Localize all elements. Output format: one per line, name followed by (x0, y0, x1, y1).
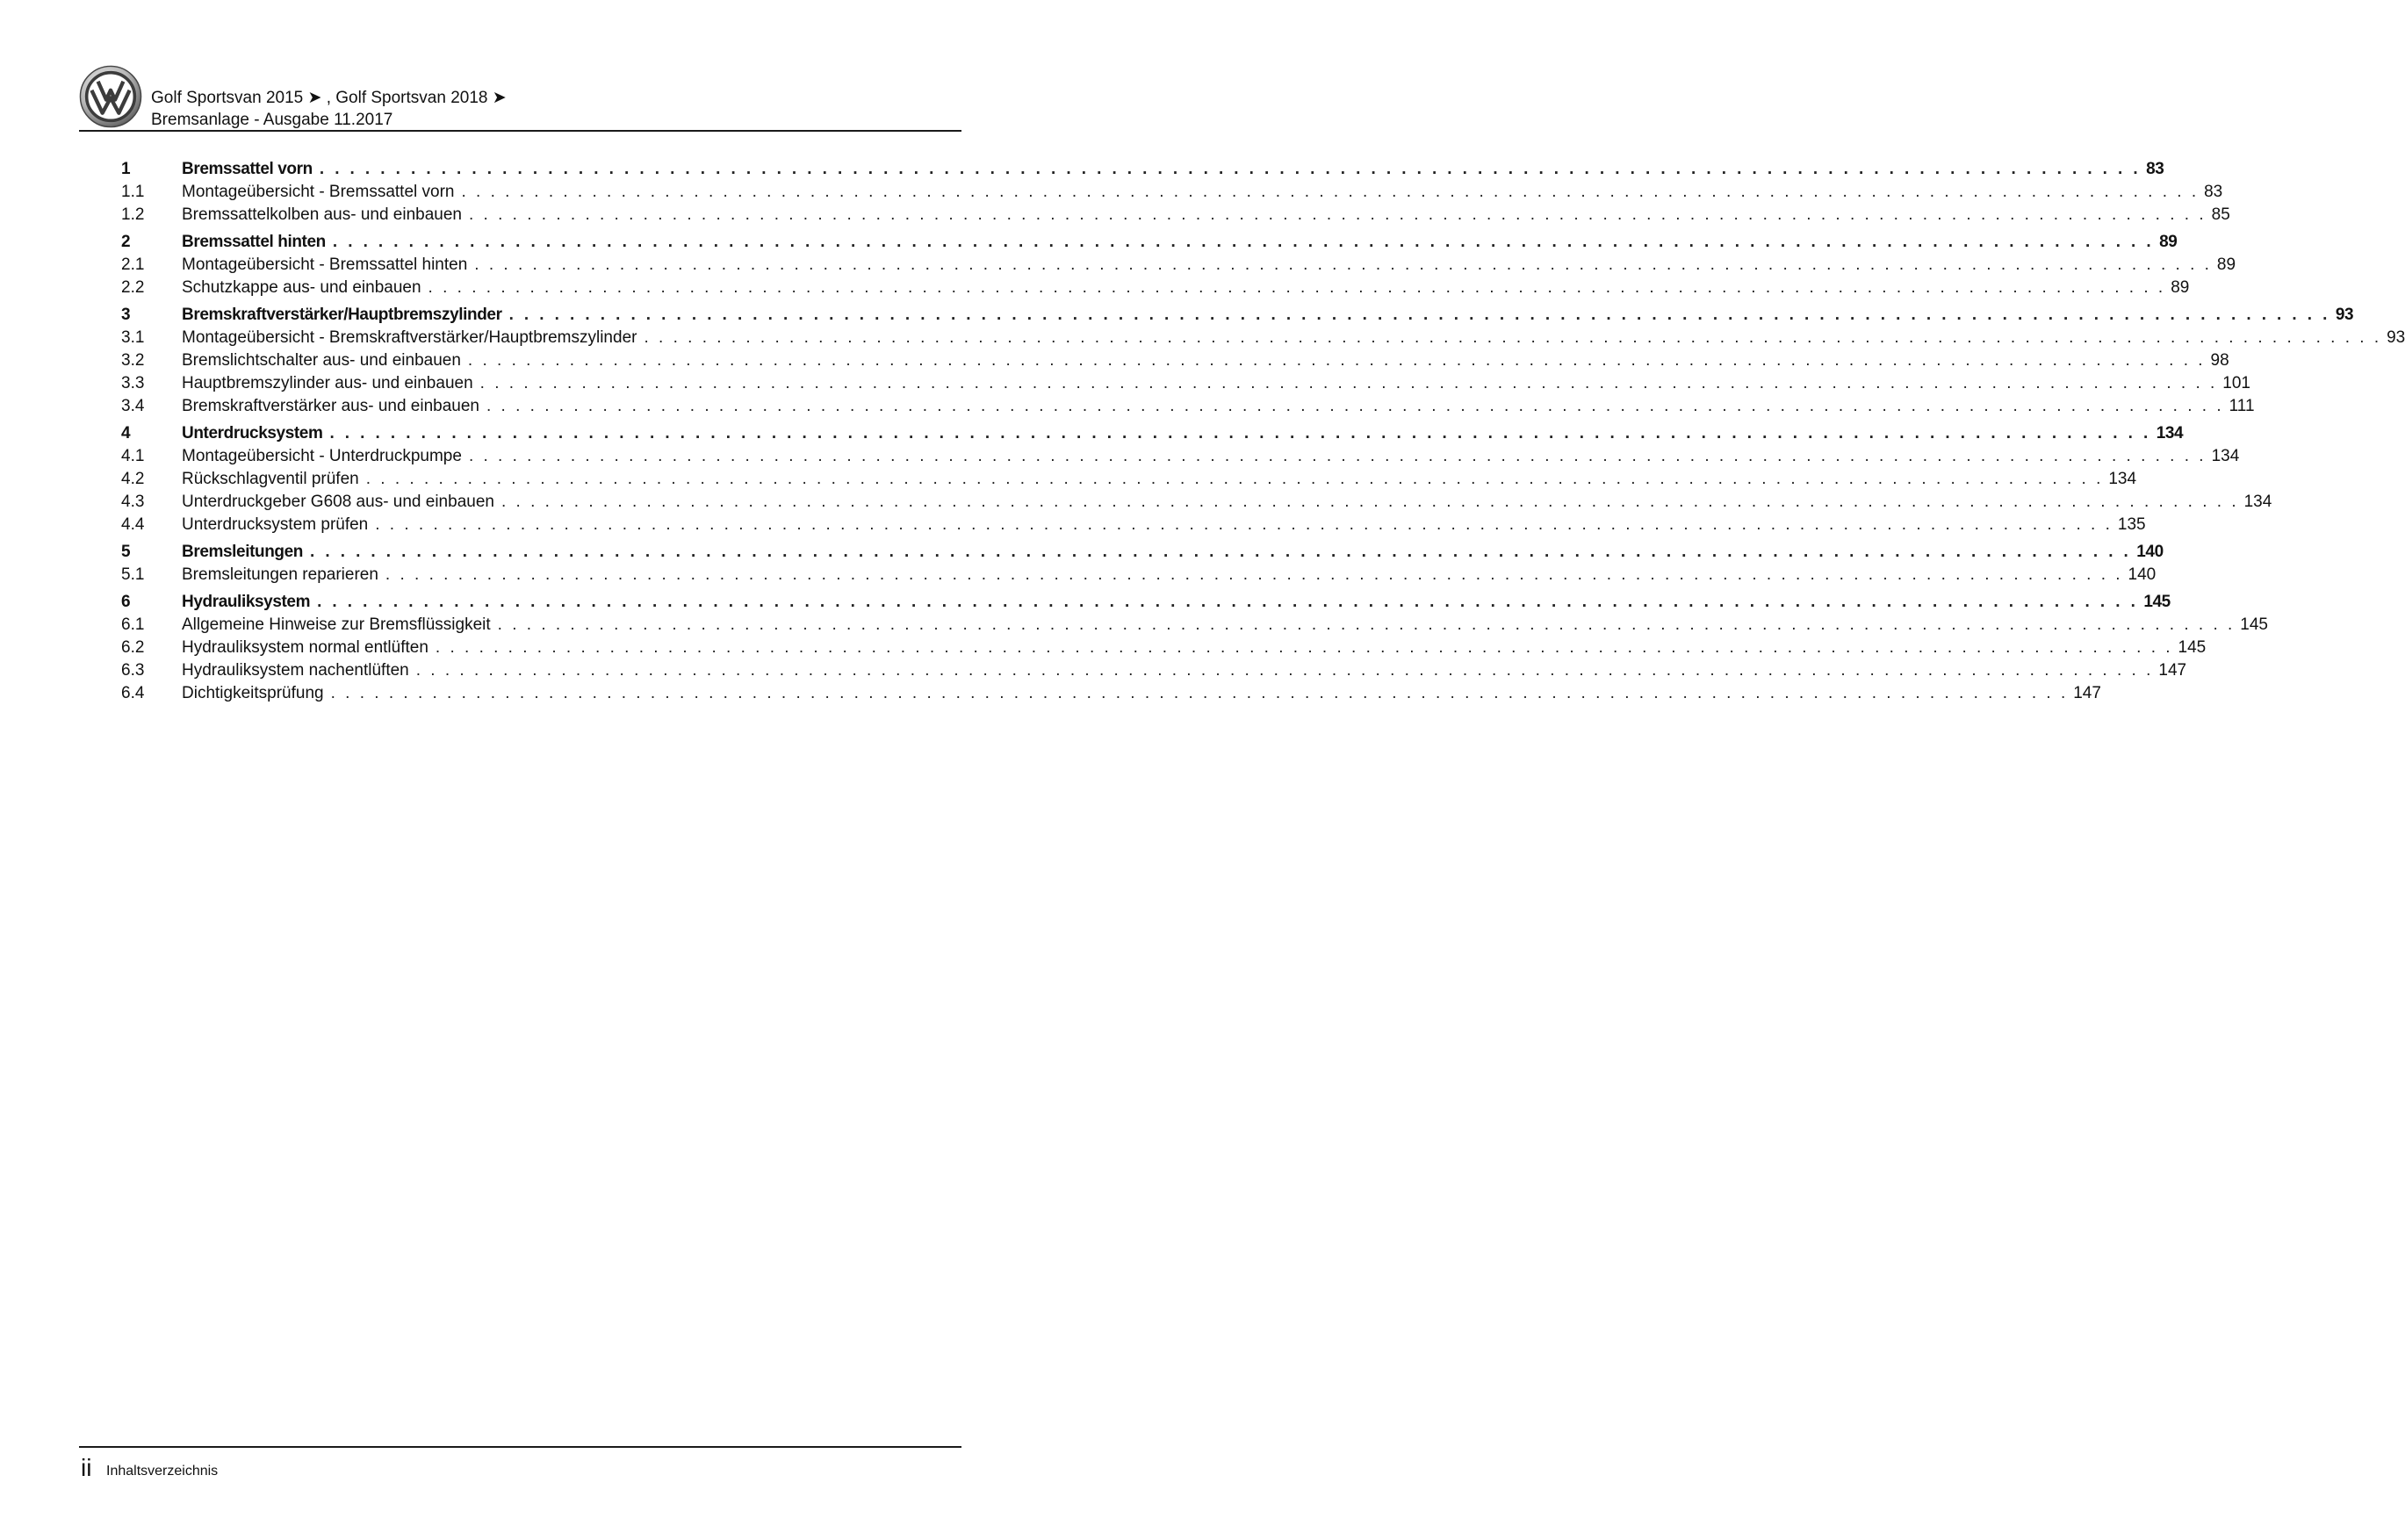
toc-chapter-entry[interactable] (121, 231, 2178, 254)
toc-entry-page: 134 (2108, 470, 2137, 488)
toc-entry-title: Montageübersicht - Bremskraftverstärker/Hauptbremszylinder (182, 328, 637, 347)
toc-dot-leader: . . . . . . . . . . . . . . . . . . . . . . . . . . . . . . . . . . . . . . . . . . . . . . . . . . . . . . . . . . . . . . . . . . . . . . . . . . . . . . . . . . . . . . . . . . . . . . . . . . . . . . . . . . . . . . . . . . . . . . . . (486, 397, 2224, 415)
toc-entry-title: Unterdruckgeber G608 aus- und einbauen (182, 493, 494, 511)
toc-entry-page: 89 (2171, 278, 2190, 297)
toc-entry-title: Unterdrucksystem prüfen (182, 515, 369, 534)
toc-entry-title: Bremskraftverstärker/Hauptbremszylinder (182, 306, 502, 324)
toc-section-entry[interactable] (121, 254, 2236, 277)
vw-logo-icon (79, 65, 142, 128)
toc-section-entry[interactable] (121, 468, 2137, 491)
toc-chapter-entry[interactable] (121, 422, 2184, 445)
toc-chapter-entry[interactable] (121, 158, 2164, 181)
toc-entry-number: 3.1 (121, 328, 145, 347)
toc-entry-title: Bremslichtschalter aus- und einbauen (182, 351, 461, 370)
toc-entry-number: 4.4 (121, 515, 145, 534)
toc-entry-page: 145 (2143, 593, 2171, 611)
toc-dot-leader: . . . . . . . . . . . . . . . . . . . . . . . . . . . . . . . . . . . . . . . . . . . . . . . . . . . . . . . . . . . . . . . . . . . . . . . . . . . . . . . . . . . . . . . . . . . . . . . . . . . . . . . . . . . . . . . . . . . . . . . . (330, 684, 2069, 702)
toc-entry-title: Montageübersicht - Bremssattel hinten (182, 255, 468, 274)
toc-dot-leader: . . . . . . . . . . . . . . . . . . . . . . . . . . . . . . . . . . . . . . . . . . . . . . . . . . . . . . . . . . . . . . . . . . . . . . . . . . . . . . . . . . . . . . . . . . . . . . . . . . . . . . . . . . . . . . . . . . . . . . . . (385, 565, 2123, 584)
toc-entry-page: 147 (2073, 684, 2101, 702)
toc-dot-leader: . . . . . . . . . . . . . . . . . . . . . . . . . . . . . . . . . . . . . . . . . . . . . . . . . . . . . . . . . . . . . . . . . . . . . . . . . . . . . . . . . . . . . . . . . . . . . . . . . . . . . . . . . . . . . . . . . . . . . . . . (329, 424, 2151, 443)
toc-entry-page: 145 (2178, 638, 2207, 657)
toc-entry-number: 2 (121, 233, 131, 251)
toc-section-entry[interactable] (121, 349, 2229, 372)
toc-entry-title: Bremsleitungen reparieren (182, 565, 378, 584)
toc-dot-leader: . . . . . . . . . . . . . . . . . . . . . . . . . . . . . . . . . . . . . . . . . . . . . . . . . . . . . . . . . . . . . . . . . . . . . . . . . . . . . . . . . . . . . . . . . . . . . . . . . . . . . . . . . . . . . . . . . . . . . . . . (375, 515, 2113, 534)
toc-dot-leader: . . . . . . . . . . . . . . . . . . . . . . . . . . . . . . . . . . . . . . . . . . . . . . . . . . . . . . . . . . . . . . . . . . . . . . . . . . . . . . . . . . . . . . . . . . . . . . . . . . . . . . . . . . . . . . . . . . . . . . . . (428, 278, 2166, 297)
toc-entry-title: Schutzkappe aus- und einbauen (182, 278, 421, 297)
toc-dot-leader: . . . . . . . . . . . . . . . . . . . . . . . . . . . . . . . . . . . . . . . . . . . . . . . . . . . . . . . . . . . . . . . . . . . . . . . . . . . . . . . . . . . . . . . . . . . . . . . . . . . . . . . . . . . . . . . . . . . . . . . . (500, 493, 2239, 511)
toc-dot-leader: . . . . . . . . . . . . . . . . . . . . . . . . . . . . . . . . . . . . . . . . . . . . . . . . . . . . . . . . . . . . . . . . . . . . . . . . . . . . . . . . . . . . . . . . . . . . . . . . . . . . . . . . . . . . . . . . . . . . . . . . (468, 447, 2207, 465)
toc-entry-number: 6.4 (121, 684, 145, 702)
toc-dot-leader: . . . . . . . . . . . . . . . . . . . . . . . . . . . . . . . . . . . . . . . . . . . . . . . . . . . . . . . . . . . . . . . . . . . . . . . . . . . . . . . . . . . . . . . . . . . . . . . . . . . . . . . . . . . . . . . . . . . . . . . . (644, 328, 2382, 347)
toc-dot-leader: . . . . . . . . . . . . . . . . . . . . . . . . . . . . . . . . . . . . . . . . . . . . . . . . . . . . . . . . . . . . . . . . . . . . . . . . . . . . . . . . . . . . . . . . . . . . . . . . . . . . . . . . . . . . . . . . . . . . . . . . (467, 351, 2206, 370)
toc-entry-number: 6.2 (121, 638, 145, 657)
toc-entry-number: 4.3 (121, 493, 145, 511)
toc-entry-title: Hydrauliksystem nachentlüften (182, 661, 409, 680)
toc-entry-title: Hauptbremszylinder aus- und einbauen (182, 374, 473, 392)
toc-section-entry[interactable] (121, 614, 2268, 637)
toc-entry-title: Allgemeine Hinweise zur Bremsflüssigkeit (182, 615, 491, 634)
table-of-contents (121, 158, 2405, 705)
toc-dot-leader: . . . . . . . . . . . . . . . . . . . . . . . . . . . . . . . . . . . . . . . . . . . . . . . . . . . . . . . . . . . . . . . . . . . . . . . . . . . . . . . . . . . . . . . . . . . . . . . . . . . . . . . . . . . . . . . . . . . . . . . . (461, 183, 2200, 201)
toc-dot-leader: . . . . . . . . . . . . . . . . . . . . . . . . . . . . . . . . . . . . . . . . . . . . . . . . . . . . . . . . . . . . . . . . . . . . . . . . . . . . . . . . . . . . . . . . . . . . . . . . . . . . . . . . . . . . . . . . . . . . . . . . (317, 593, 2139, 611)
toc-entry-title: Bremssattel vorn (182, 160, 313, 178)
toc-entry-number: 1 (121, 160, 131, 178)
toc-entry-number: 5.1 (121, 565, 145, 584)
header-manual-edition: Bremsanlage - Ausgabe 11.2017 (151, 111, 393, 129)
toc-section-entry[interactable] (121, 564, 2157, 586)
toc-dot-leader: . . . . . . . . . . . . . . . . . . . . . . . . . . . . . . . . . . . . . . . . . . . . . . . . . . . . . . . . . . . . . . . . . . . . . . . . . . . . . . . . . . . . . . . . . . . . . . . . . . . . . . . . . . . . . . . . . . . . . . . . (415, 661, 2154, 680)
toc-entry-title: Bremsleitungen (182, 543, 303, 561)
toc-entry-title: Unterdrucksystem (182, 424, 323, 443)
toc-entry-number: 1.1 (121, 183, 145, 201)
toc-entry-number: 4.1 (121, 447, 145, 465)
toc-entry-title: Hydrauliksystem (182, 593, 311, 611)
toc-entry-number: 3.3 (121, 374, 145, 392)
toc-section-entry[interactable] (121, 659, 2187, 682)
toc-entry-page: 89 (2159, 233, 2178, 251)
toc-entry-page: 83 (2146, 160, 2164, 178)
toc-entry-page: 101 (2222, 374, 2250, 392)
footer-divider (79, 1446, 961, 1448)
toc-entry-title: Dichtigkeitsprüfung (182, 684, 324, 702)
toc-entry-page: 145 (2240, 615, 2268, 634)
toc-section-entry[interactable] (121, 327, 2405, 349)
toc-entry-page: 93 (2387, 328, 2405, 347)
toc-entry-page: 134 (2156, 424, 2184, 443)
toc-dot-leader: . . . . . . . . . . . . . . . . . . . . . . . . . . . . . . . . . . . . . . . . . . . . . . . . . . . . . . . . . . . . . . . . . . . . . . . . . . . . . . . . . . . . . . . . . . . . . . . . . . . . . . . . . . . . . . . . . . . . . . . . (310, 543, 2132, 561)
toc-entry-page: 98 (2210, 351, 2229, 370)
toc-section-entry[interactable] (121, 204, 2230, 227)
toc-entry-page: 89 (2216, 255, 2236, 274)
toc-entry-page: 134 (2243, 493, 2272, 511)
toc-chapter-entry[interactable] (121, 304, 2354, 327)
toc-entry-number: 2.1 (121, 255, 145, 274)
toc-section-entry[interactable] (121, 277, 2190, 299)
toc-entry-page: 134 (2211, 447, 2240, 465)
toc-entry-number: 4.2 (121, 470, 145, 488)
toc-entry-number: 5 (121, 543, 131, 561)
toc-entry-page: 85 (2211, 205, 2230, 224)
toc-entry-title: Bremskraftverstärker aus- und einbauen (182, 397, 479, 415)
footer-page-number: ii (81, 1454, 92, 1481)
toc-chapter-entry[interactable] (121, 541, 2164, 564)
toc-entry-page: 83 (2204, 183, 2223, 201)
toc-section-entry[interactable] (121, 445, 2240, 468)
toc-dot-leader: . . . . . . . . . . . . . . . . . . . . . . . . . . . . . . . . . . . . . . . . . . . . . . . . . . . . . . . . . . . . . . . . . . . . . . . . . . . . . . . . . . . . . . . . . . . . . . . . . . . . . . . . . . . . . . . . . . . . . . . . (435, 638, 2173, 657)
toc-entry-page: 140 (2128, 565, 2157, 584)
toc-section-entry[interactable] (121, 372, 2250, 395)
toc-entry-title: Bremssattelkolben aus- und einbauen (182, 205, 462, 224)
toc-dot-leader: . . . . . . . . . . . . . . . . . . . . . . . . . . . . . . . . . . . . . . . . . . . . . . . . . . . . . . . . . . . . . . . . . . . . . . . . . . . . . . . . . . . . . . . . . . . . . . . . . . . . . . . . . . . . . . . . . . . . . . . . (319, 160, 2142, 178)
toc-entry-page: 93 (2335, 306, 2354, 324)
toc-dot-leader: . . . . . . . . . . . . . . . . . . . . . . . . . . . . . . . . . . . . . . . . . . . . . . . . . . . . . . . . . . . . . . . . . . . . . . . . . . . . . . . . . . . . . . . . . . . . . . . . . . . . . . . . . . . . . . . . . . . . . . . . (365, 470, 2104, 488)
toc-dot-leader: . . . . . . . . . . . . . . . . . . . . . . . . . . . . . . . . . . . . . . . . . . . . . . . . . . . . . . . . . . . . . . . . . . . . . . . . . . . . . . . . . . . . . . . . . . . . . . . . . . . . . . . . . . . . . . . . . . . . . . . . (332, 233, 2155, 251)
toc-entry-page: 135 (2117, 515, 2146, 534)
toc-entry-number: 4 (121, 424, 131, 443)
toc-section-entry[interactable] (121, 395, 2255, 418)
toc-dot-leader: . . . . . . . . . . . . . . . . . . . . . . . . . . . . . . . . . . . . . . . . . . . . . . . . . . . . . . . . . . . . . . . . . . . . . . . . . . . . . . . . . . . . . . . . . . . . . . . . . . . . . . . . . . . . . . . . . . . . . . . . (479, 374, 2218, 392)
header-divider (79, 130, 961, 132)
toc-entry-page: 111 (2229, 397, 2255, 415)
toc-entry-number: 6.1 (121, 615, 145, 634)
toc-entry-title: Montageübersicht - Bremssattel vorn (182, 183, 455, 201)
toc-entry-page: 140 (2136, 543, 2164, 561)
toc-entry-number: 3 (121, 306, 131, 324)
footer-section-label: Inhaltsverzeichnis (106, 1464, 219, 1479)
toc-entry-page: 147 (2158, 661, 2187, 680)
toc-section-entry[interactable] (121, 491, 2272, 514)
toc-entry-number: 6 (121, 593, 131, 611)
toc-dot-leader: . . . . . . . . . . . . . . . . . . . . . . . . . . . . . . . . . . . . . . . . . . . . . . . . . . . . . . . . . . . . . . . . . . . . . . . . . . . . . . . . . . . . . . . . . . . . . . . . . . . . . . . . . . . . . . . . . . . . . . . . (474, 255, 2212, 274)
toc-entry-title: Hydrauliksystem normal entlüften (182, 638, 428, 657)
toc-dot-leader: . . . . . . . . . . . . . . . . . . . . . . . . . . . . . . . . . . . . . . . . . . . . . . . . . . . . . . . . . . . . . . . . . . . . . . . . . . . . . . . . . . . . . . . . . . . . . . . . . . . . . . . . . . . . . . . . . . . . . . . . (497, 615, 2236, 634)
toc-entry-title: Rückschlagventil prüfen (182, 470, 359, 488)
toc-section-entry[interactable] (121, 514, 2146, 536)
toc-entry-number: 3.4 (121, 397, 145, 415)
toc-section-entry[interactable] (121, 181, 2223, 204)
toc-entry-title: Montageübersicht - Unterdruckpumpe (182, 447, 462, 465)
toc-section-entry[interactable] (121, 682, 2101, 705)
toc-section-entry[interactable] (121, 637, 2207, 659)
toc-chapter-entry[interactable] (121, 591, 2171, 614)
toc-entry-number: 2.2 (121, 278, 145, 297)
toc-dot-leader: . . . . . . . . . . . . . . . . . . . . . . . . . . . . . . . . . . . . . . . . . . . . . . . . . . . . . . . . . . . . . . . . . . . . . . . . . . . . . . . . . . . . . . . . . . . . . . . . . . . . . . . . . . . . . . . . . . . . . . . . (508, 306, 2330, 324)
header-vehicle-title: Golf Sportsvan 2015 ➤ , Golf Sportsvan 2018 ➤ (151, 89, 507, 107)
toc-dot-leader: . . . . . . . . . . . . . . . . . . . . . . . . . . . . . . . . . . . . . . . . . . . . . . . . . . . . . . . . . . . . . . . . . . . . . . . . . . . . . . . . . . . . . . . . . . . . . . . . . . . . . . . . . . . . . . . . . . . . . . . . (468, 205, 2207, 224)
toc-entry-title: Bremssattel hinten (182, 233, 326, 251)
toc-entry-number: 6.3 (121, 661, 145, 680)
toc-entry-number: 3.2 (121, 351, 145, 370)
toc-entry-number: 1.2 (121, 205, 145, 224)
